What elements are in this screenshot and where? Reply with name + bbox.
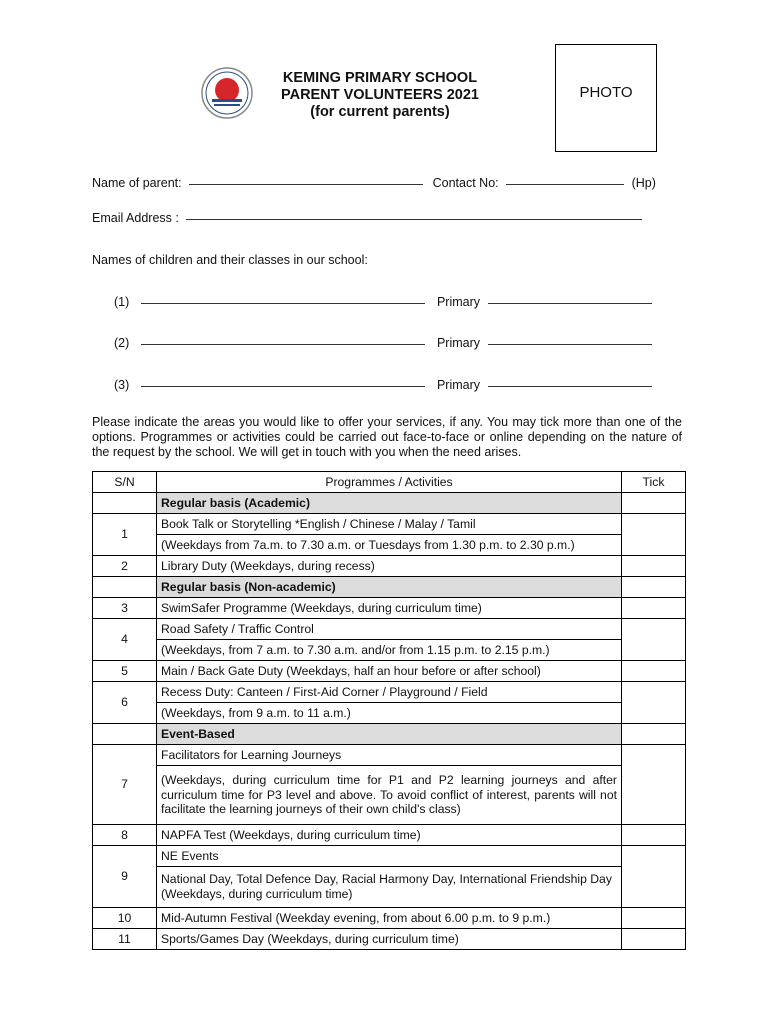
activity-text: Sports/Games Day (Weekdays, during curriculum time) [157, 929, 622, 950]
tick-cell[interactable] [622, 619, 686, 661]
section-sn-cell [93, 493, 157, 514]
row-sn: 5 [93, 661, 157, 682]
parent-name-label: Name of parent: [92, 176, 182, 190]
email-label: Email Address : [92, 211, 179, 225]
child-name-field[interactable] [141, 344, 425, 345]
table-row [93, 514, 686, 535]
tick-header: Tick [622, 472, 686, 493]
child-row [114, 336, 652, 350]
tick-cell[interactable] [622, 556, 686, 577]
photo-box[interactable] [555, 44, 657, 152]
table-row [93, 929, 686, 950]
child-index: (2) [114, 336, 130, 350]
section-row [93, 493, 686, 514]
child-index: (1) [114, 295, 130, 309]
table-row [93, 867, 686, 908]
child-class-field[interactable] [488, 344, 652, 345]
section-tick-cell [622, 724, 686, 745]
contact-field[interactable] [506, 184, 624, 185]
tick-cell[interactable] [622, 598, 686, 619]
children-label: Names of children and their classes in our school: [92, 253, 368, 267]
activity-text: NE Events [157, 846, 622, 867]
activity-text: NAPFA Test (Weekdays, during curriculum time) [157, 825, 622, 846]
activities-table [92, 471, 686, 950]
child-class-field[interactable] [488, 303, 652, 304]
parent-name-field[interactable] [189, 184, 423, 185]
tick-cell[interactable] [622, 682, 686, 724]
school-crest-logo [200, 66, 254, 120]
activity-detail: (Weekdays, during curriculum time for P1 and P2 learning journeys and after curriculum time for P3 level and above. To avoid conflict of interest, parents will not facilitate the learning journeys of their own child's class) [157, 766, 622, 825]
table-row [93, 640, 686, 661]
contact-suffix: (Hp) [631, 176, 656, 190]
activity-detail: (Weekdays, from 7 a.m. to 7.30 a.m. and/or from 1.15 p.m. to 2.15 p.m.) [157, 640, 622, 661]
tick-cell[interactable] [622, 929, 686, 950]
child-level-label: Primary [436, 295, 481, 309]
section-academic: Regular basis (Academic) [157, 493, 622, 514]
activity-detail: (Weekdays, from 9 a.m. to 11 a.m.) [157, 703, 622, 724]
tick-cell[interactable] [622, 661, 686, 682]
email-row [92, 211, 642, 225]
tick-cell[interactable] [622, 846, 686, 908]
row-sn: 11 [93, 929, 157, 950]
table-row [93, 556, 686, 577]
section-tick-cell [622, 577, 686, 598]
table-row [93, 766, 686, 825]
child-level-label: Primary [436, 378, 481, 392]
section-non-academic: Regular basis (Non-academic) [157, 577, 622, 598]
activity-text: Library Duty (Weekdays, during recess) [157, 556, 622, 577]
section-row [93, 724, 686, 745]
table-row [93, 703, 686, 724]
tick-cell[interactable] [622, 745, 686, 825]
email-field[interactable] [186, 219, 642, 220]
activity-text: Main / Back Gate Duty (Weekdays, half an hour before or after school) [157, 661, 622, 682]
row-sn: 9 [93, 846, 157, 908]
form-title: PARENT VOLUNTEERS 2021 [281, 87, 479, 103]
tick-cell[interactable] [622, 514, 686, 556]
activity-header: Programmes / Activities [157, 472, 622, 493]
table-row [93, 745, 686, 766]
table-row [93, 846, 686, 867]
row-sn: 3 [93, 598, 157, 619]
table-row [93, 598, 686, 619]
table-row [93, 908, 686, 929]
audience-note: (for current parents) [310, 104, 450, 120]
row-sn: 10 [93, 908, 157, 929]
table-row [93, 661, 686, 682]
activity-detail: (Weekdays from 7a.m. to 7.30 a.m. or Tuesdays from 1.30 p.m. to 2.30 p.m.) [157, 535, 622, 556]
activity-text: Facilitators for Learning Journeys [157, 745, 622, 766]
row-sn: 6 [93, 682, 157, 724]
instructions-paragraph: Please indicate the areas you would like to offer your services, if any. You may tick more than one of the options. Programmes or activities could be carried out face-to-face or online depending on the nature of the request by the school. We will get in touch with you when the need arises. [92, 415, 682, 459]
table-row [93, 619, 686, 640]
document-title [262, 70, 498, 121]
child-row [114, 295, 652, 309]
activity-text: Book Talk or Storytelling *English / Chinese / Malay / Tamil [157, 514, 622, 535]
section-sn-cell [93, 724, 157, 745]
child-name-field[interactable] [141, 386, 425, 387]
row-sn: 4 [93, 619, 157, 661]
section-sn-cell [93, 577, 157, 598]
table-header-row [93, 472, 686, 493]
table-row [93, 535, 686, 556]
child-level-label: Primary [436, 336, 481, 350]
child-name-field[interactable] [141, 303, 425, 304]
row-sn: 2 [93, 556, 157, 577]
row-sn: 7 [93, 745, 157, 825]
parent-name-row [92, 176, 656, 190]
child-class-field[interactable] [488, 386, 652, 387]
section-tick-cell [622, 493, 686, 514]
tick-cell[interactable] [622, 825, 686, 846]
contact-label: Contact No: [432, 176, 499, 190]
school-name: KEMING PRIMARY SCHOOL [282, 70, 478, 86]
section-row [93, 577, 686, 598]
tick-cell[interactable] [622, 908, 686, 929]
row-sn: 8 [93, 825, 157, 846]
activity-detail: National Day, Total Defence Day, Racial Harmony Day, International Friendship Day (Weekdays, during curriculum time) [157, 867, 622, 908]
activity-text: Mid-Autumn Festival (Weekday evening, from about 6.00 p.m. to 9 p.m.) [157, 908, 622, 929]
activity-text: SwimSafer Programme (Weekdays, during curriculum time) [157, 598, 622, 619]
table-row [93, 825, 686, 846]
row-sn: 1 [93, 514, 157, 556]
activity-text: Road Safety / Traffic Control [157, 619, 622, 640]
photo-label: PHOTO [579, 84, 633, 101]
child-row [114, 378, 652, 392]
section-event-based: Event-Based [157, 724, 622, 745]
child-index: (3) [114, 378, 130, 392]
table-row [93, 682, 686, 703]
activity-text: Recess Duty: Canteen / First-Aid Corner / Playground / Field [157, 682, 622, 703]
sn-header: S/N [93, 472, 157, 493]
